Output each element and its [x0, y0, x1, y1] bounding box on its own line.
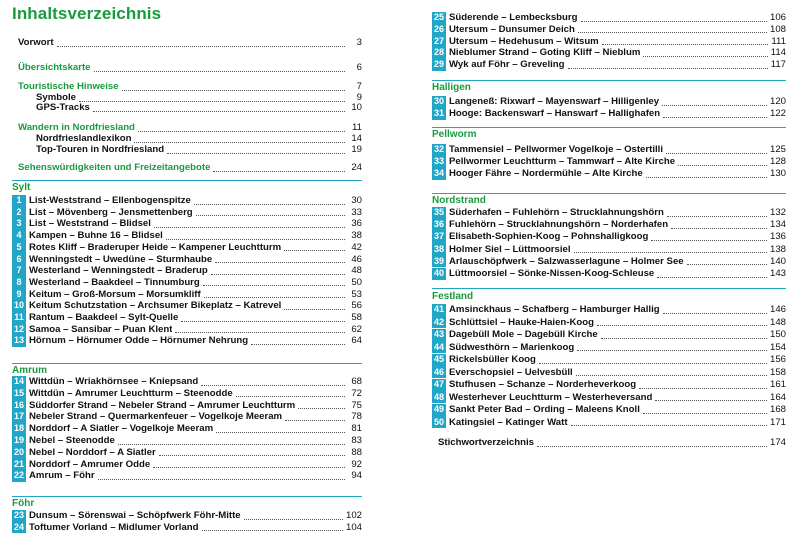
toc-page-number: 138	[769, 243, 786, 255]
toc-page-number: 83	[351, 435, 362, 446]
toc-page-number: 125	[769, 144, 786, 155]
tour-number-badge: 46	[433, 366, 444, 377]
tour-number-badge: 16	[13, 399, 24, 410]
section-divider	[12, 363, 362, 364]
toc-page-number: 56	[351, 300, 362, 312]
toc-entry-label: Süddorfer Strand – Nebeler Strand – Amrumer Leuchtturm	[29, 399, 296, 411]
toc-entry[interactable]	[432, 107, 786, 120]
dot-leader	[216, 431, 345, 433]
toc-page-number: 38	[351, 230, 362, 242]
tour-number-badge: 29	[433, 59, 444, 70]
tour-number-badge: 22	[13, 470, 24, 481]
dot-leader	[578, 31, 767, 33]
toc-entry-label: Lüttmoorsiel – Sönke-Nissen-Koog-Schleuse	[449, 268, 655, 279]
toc-page-number: 148	[769, 316, 786, 328]
toc-page-number: 78	[351, 411, 362, 423]
toc-page-number: 168	[769, 404, 786, 415]
dot-leader	[576, 374, 767, 376]
tour-number-badge: 31	[433, 108, 444, 118]
toc-entry[interactable]	[432, 378, 786, 391]
dot-leader	[284, 249, 345, 251]
tour-number-badge: 7	[12, 265, 26, 277]
dot-leader	[655, 399, 767, 401]
dot-leader	[539, 362, 767, 364]
toc-page-number: 53	[351, 288, 362, 300]
tour-number-badge: 48	[433, 391, 444, 402]
toc-entry[interactable]	[432, 416, 786, 429]
toc-entry-label: List-Weststrand – Ellenbogenspitze	[29, 195, 191, 206]
toc-entry-label: Samoa – Sansibar – Puan Klent	[29, 323, 173, 335]
toc-entry-label: Übersichtskarte	[18, 62, 91, 73]
tour-number-badge: 47	[433, 379, 444, 389]
toc-entry-label: Elisabeth-Sophien-Koog – Pohnshalligkoog	[449, 231, 649, 243]
toc-page-number: 9	[356, 92, 362, 103]
toc-entry-label: Dagebüll Mole – Dagebüll Kirche	[449, 329, 598, 340]
toc-page-number: 140	[769, 255, 786, 267]
tour-number-badge: 37	[433, 231, 444, 242]
toc-page-number: 64	[351, 335, 362, 347]
toc-entry[interactable]	[432, 328, 786, 341]
dot-leader	[153, 466, 345, 468]
toc-page-number: 42	[351, 241, 362, 253]
tour-number-badge: 6	[12, 253, 26, 265]
toc-page-number: 50	[351, 276, 362, 288]
section-heading-festland: Festland	[432, 291, 474, 302]
tour-number-badge: 15	[13, 387, 24, 398]
toc-entry-label: Keitum – Groß-Morsum – Morsumkliff	[29, 288, 201, 300]
toc-entry-label: Kampen – Buhne 16 – Blidsel	[29, 230, 163, 242]
toc-page-number: 6	[356, 62, 362, 73]
toc-entry-label: Utersum – Dunsumer Deich	[449, 23, 575, 35]
toc-page-number: 3	[356, 37, 362, 48]
toc-entry-label: Schlüttsiel – Hauke-Haien-Koog	[449, 316, 594, 328]
dot-leader	[298, 407, 345, 409]
dot-leader	[643, 55, 767, 57]
dot-leader	[651, 239, 767, 241]
toc-page-number: 102	[345, 510, 362, 521]
toc-page-number: 10	[351, 102, 362, 113]
page-title: Inhaltsverzeichnis	[12, 4, 162, 23]
toc-page-number: 136	[769, 231, 786, 243]
dot-leader	[666, 152, 767, 154]
toc-entry-label: Top-Touren in Nordfriesland	[36, 144, 165, 155]
toc-entry-label: Wandern in Nordfriesland	[18, 122, 135, 133]
tour-number-badge: 41	[433, 304, 444, 314]
toc-page-number: 48	[351, 265, 362, 277]
tour-number-badge: 23	[13, 510, 24, 520]
toc-entry[interactable]	[432, 58, 786, 71]
toc-entry[interactable]	[432, 230, 786, 243]
toc-entry[interactable]	[12, 36, 362, 49]
toc-entry-label: Südwesthörn – Marienkoog	[449, 341, 575, 353]
toc-page-number: 156	[769, 354, 786, 365]
toc-page-number: 81	[351, 423, 362, 435]
toc-entry[interactable]	[432, 243, 786, 256]
toc-page-number: 62	[351, 323, 362, 335]
toc-entry[interactable]	[432, 206, 786, 219]
tour-number-badge: 27	[433, 35, 444, 46]
toc-entry-label: Amsinckhaus – Schafberg – Hamburger Hallig	[449, 304, 660, 315]
dot-leader	[597, 324, 767, 326]
toc-entry-label: Pellwormer Leuchtturm – Tammwarf – Alte Kirche	[449, 156, 676, 167]
tour-number-badge: 21	[13, 458, 24, 469]
tour-number-badge: 13	[13, 335, 24, 346]
toc-entry-label: Nebeler Strand – Quermarkenfeuer – Vogelkoje Meeram	[29, 411, 283, 423]
toc-entry[interactable]	[12, 101, 362, 114]
toc-page-number: 7	[356, 81, 362, 92]
section-divider	[432, 288, 786, 289]
dot-leader	[166, 238, 345, 240]
section-heading-amrum: Amrum	[12, 365, 48, 376]
toc-page-number: 171	[769, 416, 786, 428]
toc-entry[interactable]	[12, 61, 362, 74]
section-divider	[12, 496, 362, 497]
toc-entry[interactable]	[432, 303, 786, 316]
toc-entry[interactable]	[432, 366, 786, 379]
toc-entry[interactable]	[432, 436, 786, 449]
dot-leader	[181, 320, 345, 322]
tour-number-badge: 34	[433, 168, 444, 178]
toc-entry-label: Westerland – Baakdeel – Tinnumburg	[29, 276, 200, 288]
dot-leader	[643, 412, 767, 414]
toc-entry[interactable]	[12, 143, 362, 156]
section-heading-nordstrand: Nordstrand	[432, 195, 486, 206]
toc-entry-label: Keitum Schutzstation – Archsumer Bikeplatz – Katrevel	[29, 300, 282, 312]
dot-leader	[568, 67, 768, 69]
dot-leader	[202, 529, 343, 531]
dot-leader	[678, 164, 767, 166]
toc-page-number: 72	[351, 387, 362, 399]
dot-leader	[285, 419, 345, 421]
toc-page-number: 134	[769, 219, 786, 231]
toc-entry-label: Fuhlehörn – Strucklahnungshörn – Norderhafen	[449, 219, 669, 231]
toc-entry-label: Amrum – Föhr	[29, 470, 95, 482]
dot-leader	[646, 176, 767, 178]
tour-number-badge: 18	[13, 423, 24, 434]
dot-leader	[57, 45, 345, 47]
toc-entry-label: Holmer Siel – Lüttmoorsiel	[449, 243, 571, 255]
dot-leader	[284, 308, 345, 310]
toc-entry-label: Langeneß: Rixwarf – Mayenswarf – Hilligenley	[449, 96, 660, 107]
section-heading-halligen: Halligen	[432, 82, 471, 93]
toc-entry[interactable]	[12, 521, 362, 534]
tour-number-badge: 39	[433, 255, 444, 266]
tour-number-badge: 49	[433, 404, 444, 414]
dot-leader	[204, 296, 345, 298]
tour-number-badge: 26	[433, 23, 444, 34]
toc-page-number: 132	[769, 207, 786, 218]
dot-leader	[98, 478, 345, 480]
tour-number-badge: 50	[433, 416, 444, 427]
tour-number-badge: 32	[433, 144, 444, 154]
tour-number-badge: 28	[433, 47, 444, 58]
toc-page-number: 19	[351, 144, 362, 155]
toc-entry-label: Touristische Hinweise	[18, 81, 119, 92]
toc-entry-label: Norddorf – A Siatler – Vogelkoje Meeram	[29, 423, 214, 435]
tour-number-badge: 45	[433, 354, 444, 364]
dot-leader	[196, 214, 345, 216]
dot-leader	[94, 70, 345, 72]
tour-number-badge: 33	[433, 156, 444, 166]
toc-page-number: 106	[769, 12, 786, 23]
dot-leader	[602, 43, 769, 45]
toc-entry-label: GPS-Tracks	[36, 102, 90, 113]
dot-leader	[175, 331, 345, 333]
toc-page-number: 174	[769, 437, 786, 448]
toc-entry-label: Westerland – Wenningstedt – Braderup	[29, 265, 208, 277]
tour-number-badge: 3	[12, 218, 26, 230]
toc-page-number: 88	[351, 446, 362, 458]
toc-page-number: 128	[769, 156, 786, 167]
toc-page-number: 92	[351, 458, 362, 470]
toc-entry[interactable]	[432, 267, 786, 280]
tour-number-badge: 30	[433, 96, 444, 106]
toc-entry-label: Sankt Peter Bad – Ording – Maleens Knoll	[449, 404, 640, 415]
dot-leader	[213, 170, 345, 172]
toc-page-number: 117	[770, 59, 786, 71]
toc-entry-label: Arlauschöpfwerk – Salzwasserlagune – Holmer See	[449, 255, 684, 267]
tour-number-badge: 40	[433, 268, 444, 278]
toc-entry-label: Katingsiel – Katinger Watt	[449, 416, 568, 428]
toc-entry-label: Sehenswürdigkeiten und Freizeitangebote	[18, 162, 211, 173]
dot-leader	[211, 273, 345, 275]
tour-number-badge: 24	[13, 521, 24, 532]
tour-number-badge: 25	[433, 12, 444, 22]
toc-entry[interactable]	[432, 167, 786, 180]
toc-page-number: 130	[769, 168, 786, 179]
toc-page-number: 158	[769, 366, 786, 378]
toc-page-number: 108	[769, 23, 786, 35]
dot-leader	[601, 337, 767, 339]
toc-entry-label: Toftumer Vorland – Midlumer Vorland	[29, 521, 199, 533]
toc-entry-label: Nebel – Norddorf – A Siatler	[29, 446, 156, 458]
dot-leader	[118, 443, 345, 445]
toc-page-number: 104	[345, 521, 362, 533]
toc-entry-label: Rotes Kliff – Braderuper Heide – Kampener Leuchtturm	[29, 241, 282, 253]
toc-page-number: 68	[351, 376, 362, 387]
tour-number-badge: 43	[433, 329, 444, 339]
tour-number-badge: 8	[12, 276, 26, 288]
dot-leader	[574, 251, 767, 253]
dot-leader	[663, 312, 767, 314]
toc-entry[interactable]	[432, 255, 786, 268]
toc-page-number: 161	[769, 379, 786, 390]
dot-leader	[662, 104, 767, 106]
toc-page-number: 143	[769, 268, 786, 279]
toc-entry-label: Vorwort	[18, 37, 54, 48]
toc-entry-label: Nieblumer Strand – Goting Kliff – Nieblum	[449, 47, 641, 59]
toc-page-number: 58	[351, 312, 362, 323]
toc-page-number: 150	[769, 329, 786, 340]
toc-entry[interactable]	[432, 316, 786, 329]
toc-entry-label: Wittdün – Amrumer Leuchtturm – Steenodde	[29, 387, 233, 399]
toc-entry[interactable]	[12, 161, 362, 174]
tour-number-badge: 36	[433, 219, 444, 230]
toc-page-number: 75	[351, 399, 362, 411]
dot-leader	[667, 215, 767, 217]
toc-page-number: 120	[769, 96, 786, 107]
tour-number-badge: 11	[12, 312, 26, 324]
toc-page-number: 11	[352, 122, 362, 133]
toc-entry-label: Wenningstedt – Uwedüne – Sturmhaube	[29, 253, 213, 265]
dot-leader	[154, 226, 345, 228]
toc-entry-label: Nordfrieslandlexikon	[36, 133, 132, 144]
section-heading-foehr: Föhr	[12, 498, 35, 509]
toc-entry-label: List – Weststrand – Blidsel	[29, 218, 151, 230]
dot-leader	[571, 424, 767, 426]
toc-page-number: 154	[769, 341, 786, 353]
dot-leader	[203, 284, 345, 286]
toc-entry[interactable]	[432, 391, 786, 404]
dot-leader	[93, 110, 345, 112]
dot-leader	[215, 261, 345, 263]
dot-leader	[687, 263, 767, 265]
dot-leader	[537, 445, 767, 447]
tour-number-badge: 35	[433, 207, 444, 217]
toc-entry[interactable]	[432, 341, 786, 354]
toc-entry[interactable]	[12, 334, 362, 347]
toc-entry-label: Süderende – Lembecksburg	[449, 12, 578, 23]
tour-number-badge: 12	[13, 323, 24, 334]
toc-page-number: 36	[351, 218, 362, 230]
tour-number-badge: 17	[13, 411, 24, 422]
tour-number-badge: 2	[12, 206, 26, 218]
tour-number-badge: 10	[13, 300, 24, 311]
tour-number-badge: 4	[12, 230, 26, 242]
tour-number-badge: 20	[13, 446, 24, 457]
toc-entry-label: Rickelsbüller Koog	[449, 354, 536, 365]
toc-entry-label: Everschopsiel – Uelvesbüll	[449, 366, 573, 378]
toc-entry-label: List – Mövenberg – Jensmettenberg	[29, 206, 193, 218]
toc-entry-label: Symbole	[36, 92, 76, 103]
dot-leader	[671, 227, 767, 229]
dot-leader	[657, 276, 767, 278]
tour-number-badge: 38	[433, 243, 444, 254]
toc-page-number: 146	[769, 304, 786, 315]
toc-entry-label: Hooge: Backenswarf – Hanswarf – Hallighafen	[449, 108, 661, 119]
toc-entry[interactable]	[12, 469, 362, 482]
tour-number-badge: 14	[13, 376, 24, 386]
toc-entry-label: Wittdün – Wriakhörnsee – Kniepsand	[29, 376, 199, 387]
toc-entry-label: Dunsum – Sörenswai – Schöpfwerk Föhr-Mitte	[29, 510, 241, 521]
toc-entry-label: Tammensiel – Pellwormer Vogelkoje – Ostertilli	[449, 144, 663, 155]
tour-number-badge: 9	[12, 288, 26, 300]
toc-entry-label: Utersum – Hedehusum – Witsum	[449, 35, 599, 47]
toc-page-number: 111	[771, 35, 786, 47]
tour-number-badge: 1	[12, 195, 26, 207]
toc-page-number: 24	[351, 162, 362, 173]
tour-number-badge: 42	[433, 316, 444, 327]
dot-leader	[581, 20, 767, 22]
toc-entry[interactable]	[432, 403, 786, 416]
section-divider	[12, 180, 362, 181]
toc-entry-label: Norddorf – Amrumer Odde	[29, 458, 151, 470]
toc-page-number: 33	[351, 206, 362, 218]
toc-page-number: 94	[351, 470, 362, 482]
toc-page-number: 164	[769, 391, 786, 403]
tour-number-badge: 5	[12, 241, 26, 253]
dot-leader	[194, 203, 345, 205]
dot-leader	[159, 454, 345, 456]
toc-entry-label: Stufhusen – Schanze – Norderheverkoog	[449, 379, 637, 390]
toc-page-number: 122	[769, 108, 786, 119]
dot-leader	[236, 395, 345, 397]
toc-entry-label: Westerhever Leuchtturm – Westerheversand	[449, 391, 653, 403]
toc-entry-label: Rantum – Baakdeel – Sylt-Quelle	[29, 312, 179, 323]
section-heading-sylt: Sylt	[12, 182, 31, 193]
toc-page-number: 114	[770, 47, 786, 59]
toc-page-number: 14	[351, 133, 362, 144]
toc-page-number: 30	[351, 195, 362, 206]
toc-entry-label: Wyk auf Föhr – Greveling	[449, 59, 565, 71]
toc-page-number: 46	[351, 253, 362, 265]
dot-leader	[251, 343, 345, 345]
tour-number-badge: 44	[433, 341, 444, 352]
toc-entry-label: Süderhafen – Fuhlehörn – Strucklahnungshörn	[449, 207, 664, 218]
section-divider	[432, 80, 786, 81]
dot-leader	[639, 387, 767, 389]
toc-entry-label: Stichwortverzeichnis	[438, 437, 534, 448]
dot-leader	[577, 349, 767, 351]
toc-entry[interactable]	[432, 353, 786, 366]
section-divider	[432, 127, 786, 128]
toc-entry-label: Hooger Fähre – Nordermühle – Alte Kirche	[449, 168, 643, 179]
section-heading-pellworm: Pellworm	[432, 129, 477, 140]
toc-entry-label: Nebel – Steenodde	[29, 435, 115, 446]
dot-leader	[201, 384, 345, 386]
dot-leader	[663, 116, 767, 118]
dot-leader	[167, 152, 345, 154]
tour-number-badge: 19	[13, 435, 24, 445]
toc-entry-label: Hörnum – Hörnumer Odde – Hörnumer Nehrung	[29, 335, 249, 347]
dot-leader	[244, 518, 343, 520]
toc-entry[interactable]	[432, 218, 786, 231]
